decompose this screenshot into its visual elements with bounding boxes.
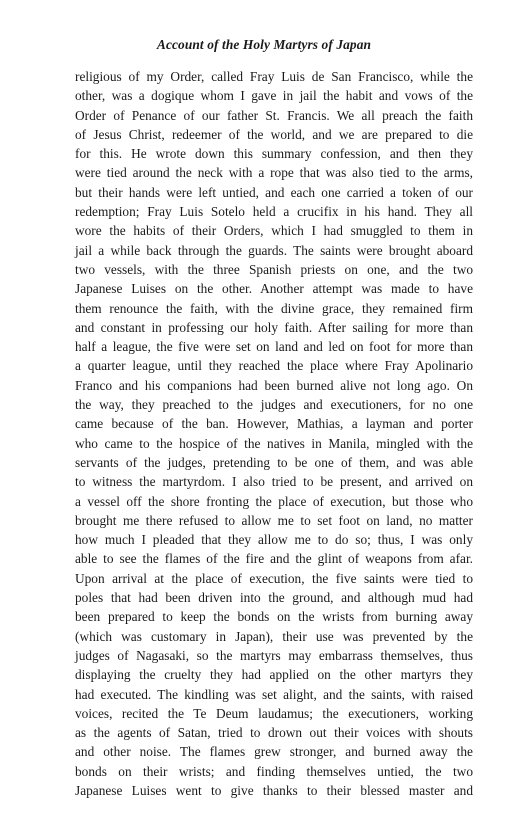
text-line: wore the habits of their Orders, which I had smuggled to them in [75,223,473,239]
text-line: voices, recited the Te Deum laudamus; the executioners, working [75,705,473,721]
text-line: and constant in professing our holy faith. After sailing for more than [75,319,473,335]
text-line: Upon arrival at the place of execution, the five saints were tied to [75,570,473,586]
text-line: been prepared to keep the bonds on the wrists from burning away [75,609,473,625]
text-line: poles that had been driven into the ground, and although mud had [75,590,473,606]
body-text [75,67,473,800]
text-line: and other noise. The flames grew stronger, and burned away the [75,744,473,760]
text-line: for this. He wrote down this summary confession, and then they [75,146,473,162]
text-line: religious of my Order, called Fray Luis de San Francisco, while the [75,69,473,84]
text-line: were tied around the neck with a rope that was also tied to the arms, [75,165,473,181]
text-line: how much I pleaded that they allow me to do so; thus, I was only [75,532,473,548]
text-line: the way, they preached to the judges and executioners, for no one [75,397,473,413]
text-line: a quarter league, until they reached the place where Fray Apolinario [75,358,473,374]
text-line: Japanese Luises went to give thanks to their blessed master and [75,782,473,798]
text-line: displaying the cruelty they had applied on the other martyrs they [75,667,473,683]
running-title: Account of the Holy Martyrs of Japan [156,37,372,52]
text-line: a vessel off the shore fronting the place of execution, but those who [75,493,473,509]
text-line: two vessels, with the three Spanish priests on one, and the two [75,261,473,277]
text-line: judges of Nagasaki, so the martyrs may embarrass themselves, thus [75,647,473,663]
text-line: to witness the martyrdom. I also tried to be present, and arrived on [75,474,473,490]
text-line: bonds on their wrists; and finding themselves untied, the two [75,763,473,779]
text-line: them renounce the faith, with the divine grace, they remained firm [75,300,473,316]
text-line: half a league, the five were set on land and led on foot for more than [75,339,473,355]
text-line: as the agents of Satan, tried to drown out their voices with shouts [75,725,473,741]
text-line: servants of the judges, pretending to be one of them, and was able [75,454,473,470]
text-line: brought me there refused to allow me to set foot on land, no matter [75,512,473,528]
text-line: redemption; Fray Luis Sotelo held a crucifix in his hand. They all [75,204,473,220]
text-line: but their hands were left untied, and each one carried a token of our [75,184,473,200]
text-line: had executed. The kindling was set alight, and the saints, with raised [75,686,473,702]
text-line: (which was customary in Japan), their use was prevented by the [75,628,473,644]
text-line: came because of the ban. However, Mathias, a layman and porter [75,416,473,432]
text-line: able to see the flames of the fire and the glint of weapons from afar. [75,551,473,567]
text-line: Japanese Luises on the other. Another attempt was made to have [75,281,473,297]
text-line: Order of Penance of our father St. Francis. We all preach the faith [75,107,473,123]
text-line: other, was a dogique whom I gave in jail the habit and vows of the [75,88,473,104]
text-line: Franco and his companions had been burned alive not long ago. On [75,377,473,393]
text-line: jail a while back through the guards. The saints were brought aboard [75,242,473,258]
text-line: of Jesus Christ, redeemer of the world, and we are prepared to die [75,126,473,142]
text-line: who came to the hospice of the natives in Manila, mingled with the [75,435,473,451]
